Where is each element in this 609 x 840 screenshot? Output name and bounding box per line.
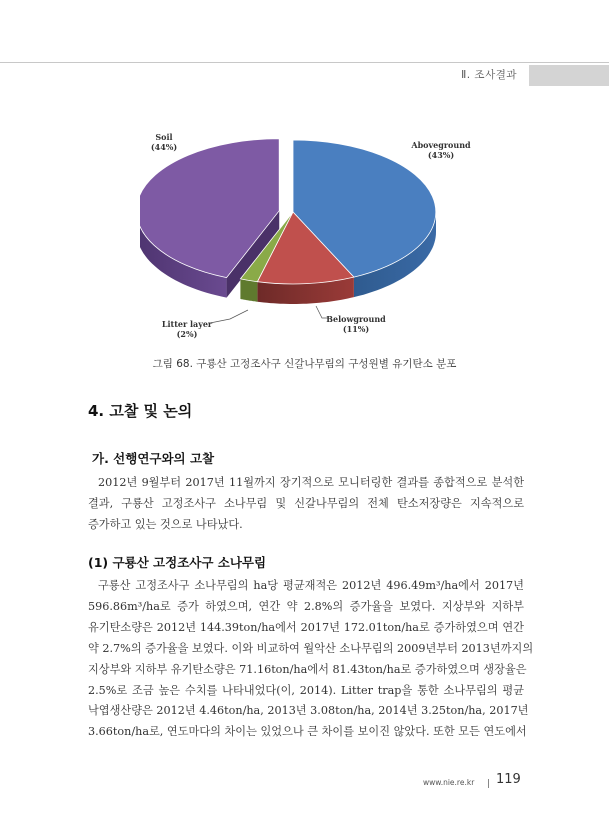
label-soil-pct: (44%) [150,142,178,152]
subsection-title-1: (1) 구룡산 고정조사구 소나무림 [88,555,267,570]
section-tab-bar [529,65,609,86]
label-litter [158,319,216,339]
paragraph-line: 지상부와 지하부 유기탄소량은 71.16ton/ha에서 81.43ton/ha로 증가하였으며 생장율은 [88,662,527,676]
label-litter-pct: (2%) [176,329,198,339]
header-rule [0,62,609,63]
label-aboveground [408,140,474,160]
footer-separator [488,779,489,788]
label-litter-name: Litter layer [161,319,213,329]
paragraph-line: 2012년 9월부터 2017년 11월까지 장기적으로 모니터링한 결과를 종합적으로 분석한 [98,476,524,489]
pie-side-litter-layer [240,279,257,302]
paragraph-line: 596.86m³/ha로 증가 하였으며, 연간 약 2.8%의 증가율을 보였다. 지상부와 지하부 [88,599,524,613]
paragraph-1 [88,576,534,743]
label-aboveground-name: Aboveground [411,140,471,150]
label-aboveground-pct: (43%) [427,150,455,160]
paragraph-line: 구룡산 고정조사구 소나무림의 ha당 평균재적은 2012년 496.49m³/ha에서 2017년 [98,579,524,592]
section-title: 4. 고찰 및 논의 [88,402,193,420]
paragraph-line: 증가하고 있는 것으로 나타났다. [88,517,243,531]
footer-url: www.nie.re.kr [423,778,475,787]
subsection-title-ga: 가. 선행연구와의 고찰 [92,451,215,466]
paragraph-line: 결과, 구룡산 고정조사구 소나무림 및 신갈나무림의 전체 탄소저장량은 지속적으로 [88,496,524,510]
paragraph-line: 약 2.7%의 증가율을 보였다. 이와 비교하여 월악산 소나무림의 2009년부터 2013년까지의 [88,641,534,655]
label-belowground [326,314,386,334]
label-soil-name: Soil [155,132,173,142]
label-belowground-name: Belowground [326,314,386,324]
paragraph-line: 유기탄소량은 2012년 144.39ton/ha에서 2017년 172.01ton/ha로 증가하였으며 연간 [88,620,524,634]
figure-caption: 그림 68. 구룡산 고정조사구 신갈나무림의 구성원별 유기탄소 분포 [152,358,457,370]
label-soil [142,132,186,152]
section-label: Ⅱ. 조사결과 [461,69,517,81]
paragraph-ga [88,473,524,536]
page-number: 119 [496,772,521,787]
label-belowground-pct: (11%) [342,324,370,334]
pie-chart [140,120,480,350]
paragraph-line: 낙엽생산량은 2012년 4.46ton/ha, 2013년 3.08ton/ha, 2014년 3.25ton/ha, 2017년 [88,704,529,718]
paragraph-line: 2.5%로 조금 높은 수치를 나타내었다(이, 2014). Litter trap을 통한 소나무림의 평균 [88,683,524,697]
paragraph-line: 3.66ton/ha로, 연도마다의 차이는 있었으나 큰 차이를 보이진 않았다. 또한 모든 연도에서 [88,725,527,739]
